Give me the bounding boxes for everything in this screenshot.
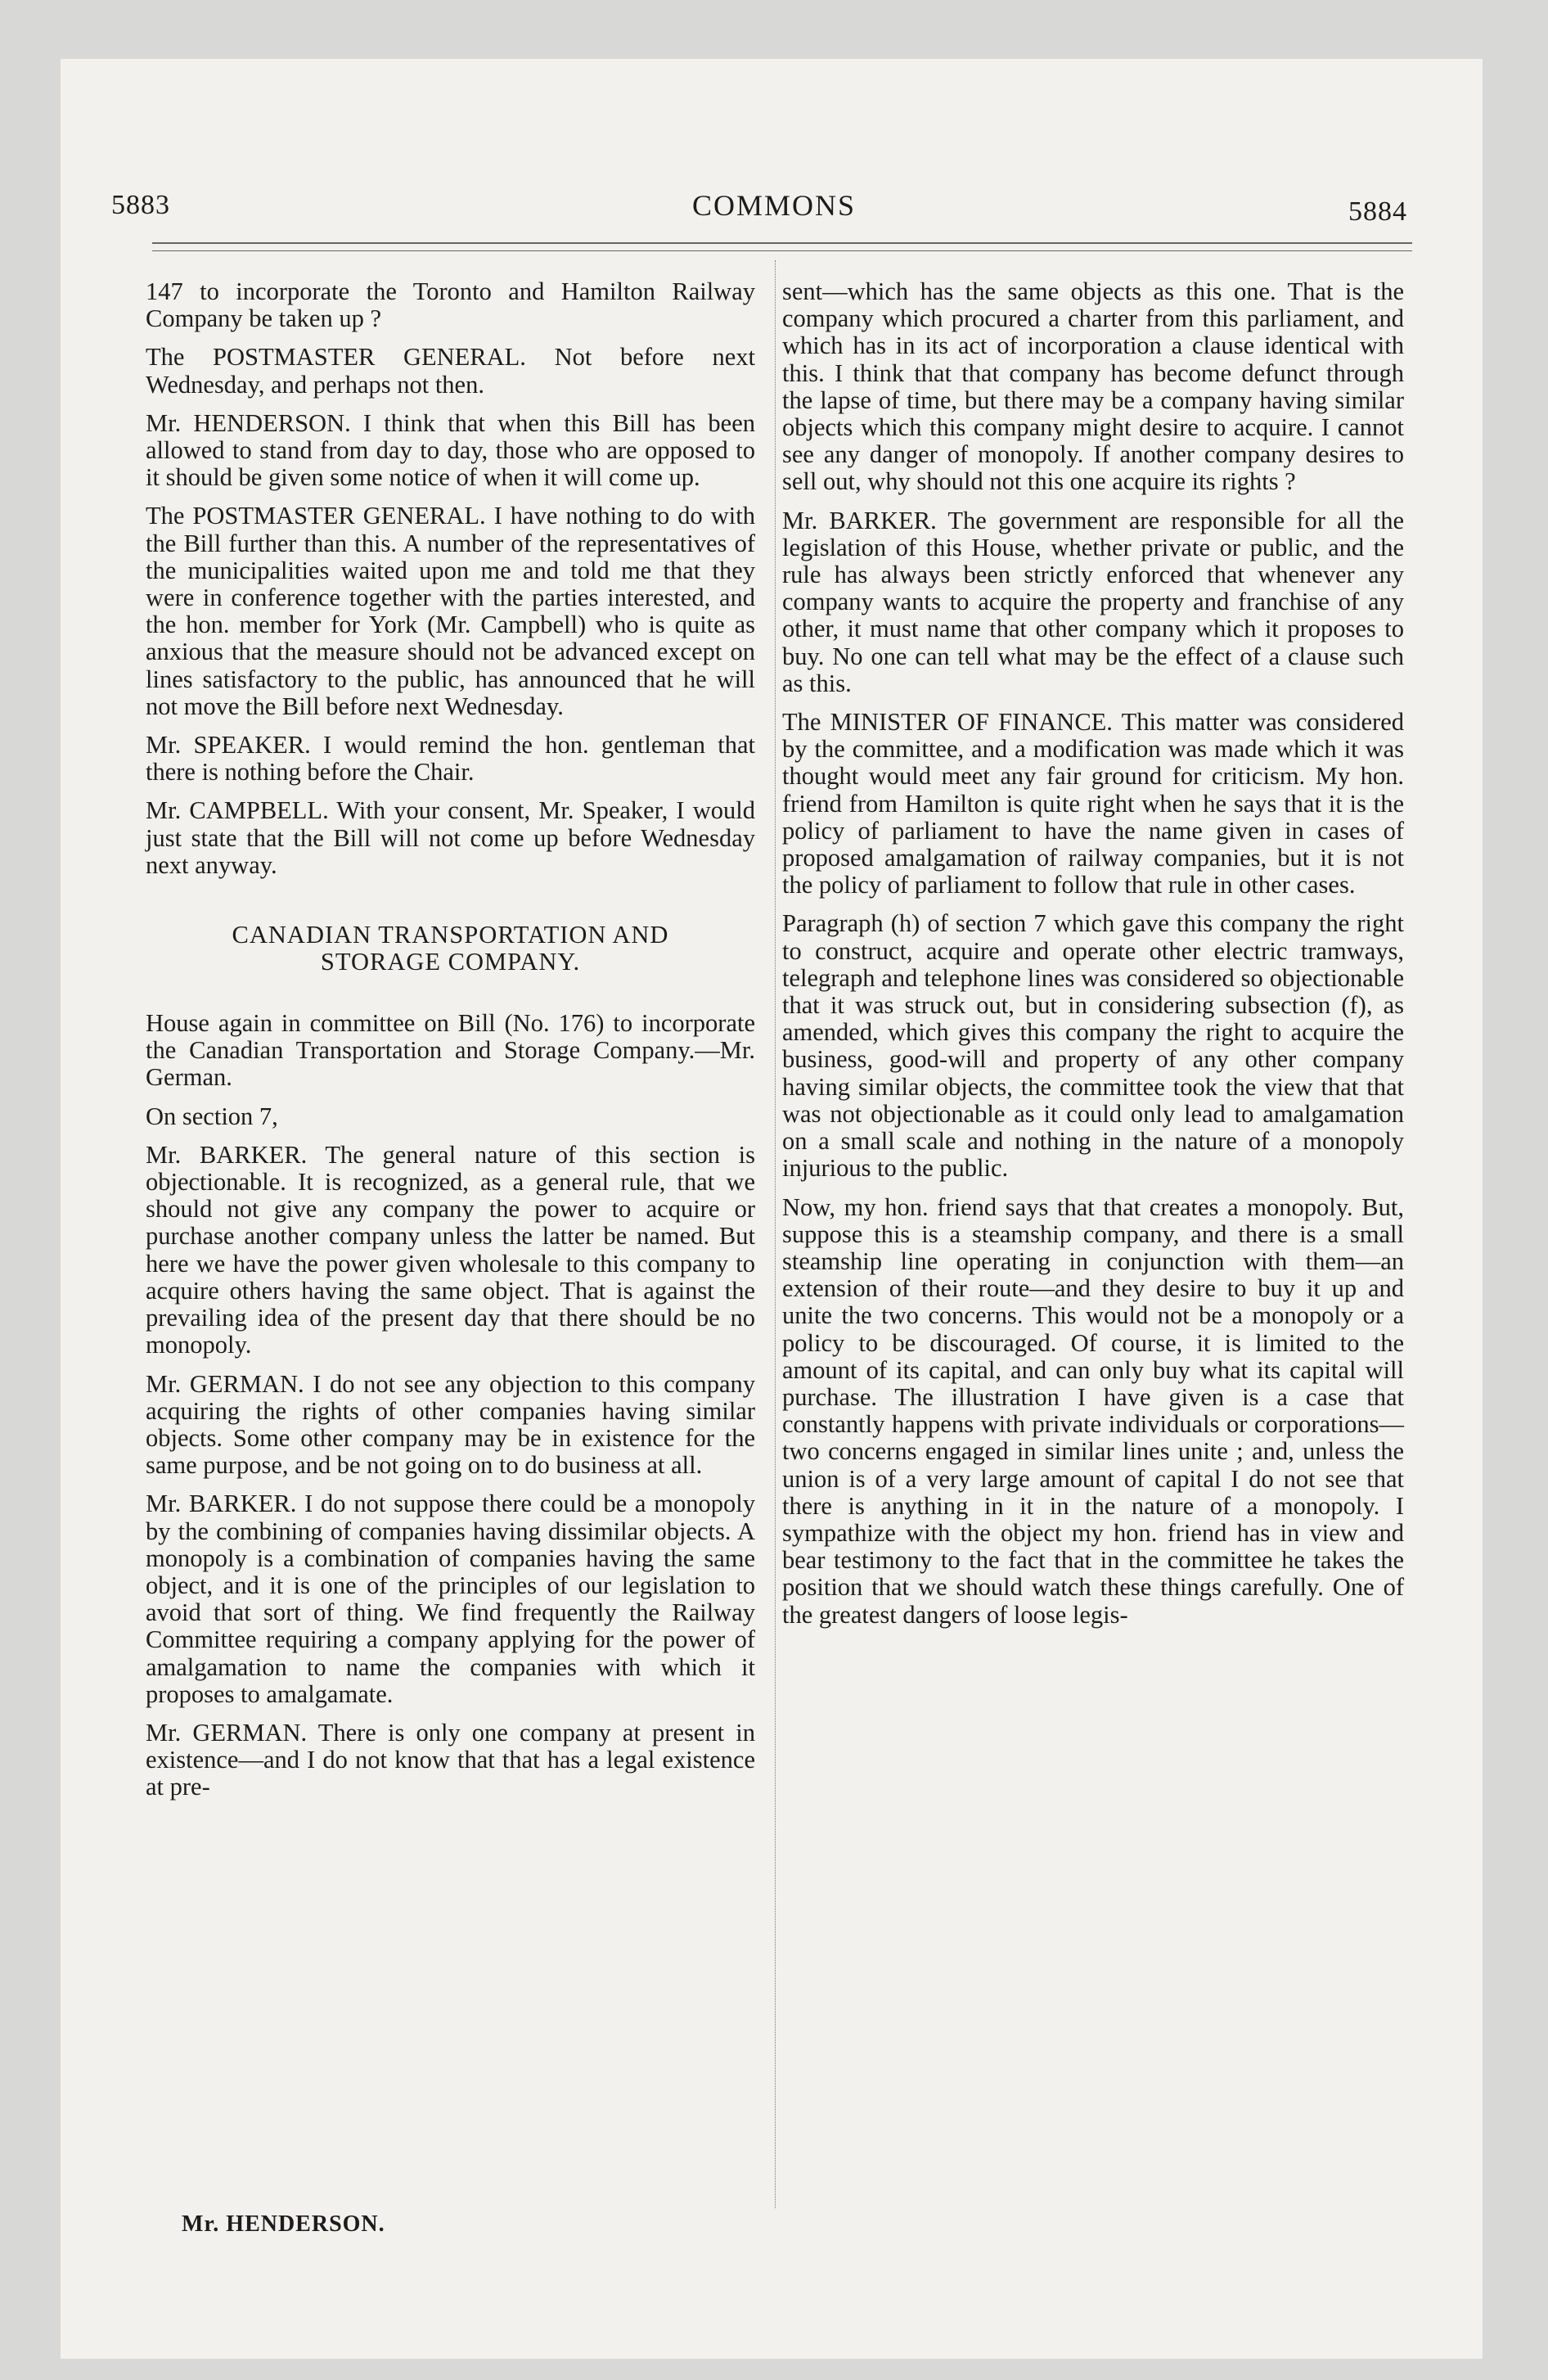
paragraph: On section 7, xyxy=(146,1102,278,1130)
paragraph: Mr. SPEAKER. I would remind the hon. gentleman that there is nothing before the Chair. xyxy=(146,731,755,787)
header-rule-thin xyxy=(152,250,1412,251)
section-heading-line-1: CANADIAN TRANSPORTATION AND xyxy=(232,921,669,949)
paragraph: Now, my hon. friend says that that creates a monopoly. But, suppose this is a steamship company, and there is a small steamship line operating in conjunction with them—an extension of their route—and they desire to buy it up and unite the two concerns. This would not be a monopoly or a policy to be discouraged. Of course, it is limited to the amount of its capital, and can only buy what its capital will purchase. The illustration I have given is a case that constantly happens with private individuals or corporations—two concerns engaged in similar lines unite ; and, unless the union is of a very large amount of capital I do not see that there is anything in it in the nature of a monopoly. I sympathize with the object my hon. friend has in view and bear testimony to the fact that in the committee he takes the position that we should watch these things carefully. One of the greatest dangers of loose legis- xyxy=(782,1192,1404,1629)
catchword-footer: Mr. HENDERSON. xyxy=(182,2211,385,2237)
page-number-right: 5884 xyxy=(1348,196,1407,227)
column-divider xyxy=(775,260,776,2208)
page-number-left: 5883 xyxy=(111,190,170,220)
section-heading xyxy=(146,922,755,976)
paragraph: Mr. HENDERSON. I think that when this Bill has been allowed to stand from day to day, those who are opposed to it should be given some notice of when it will come up. xyxy=(146,408,755,492)
header-rule-thick xyxy=(152,242,1412,244)
paragraph: House again in committee on Bill (No. 176) to incorporate the Canadian Transportation and Storage Company.—Mr. German. xyxy=(146,1009,755,1092)
paragraph: The POSTMASTER GENERAL. Not before next Wednesday, and perhaps not then. xyxy=(146,343,755,399)
paragraph: Mr. CAMPBELL. With your consent, Mr. Speaker, I would just state that the Bill will not come up before Wednesday next anyway. xyxy=(146,796,755,879)
paragraph: Paragraph (h) of section 7 which gave this company the right to construct, acquire and operate other electric tramways, telegraph and telephone lines was considered so objectionable that it was struck out, but in considering subsection (f), as amended, which gives this company the right to acquire the business, good-will and property of any other company having similar objects, the committee took the view that that was not objectionable as it could only lead to amalgamation on a small scale and nothing in the nature of a monopoly injurious to the public. xyxy=(782,909,1404,1183)
section-heading-line-2: STORAGE COMPANY. xyxy=(320,948,581,976)
paragraph: Mr. BARKER. The government are responsible for all the legislation of this House, whether private or public, and the rule has always been strictly enforced that whenever any company wants to acquire the property and franchise of any other, it must name that other company which it proposes to buy. No one can tell what may be the effect of a clause such as this. xyxy=(782,506,1404,697)
page-title: COMMONS xyxy=(691,189,857,222)
paragraph: 147 to incorporate the Toronto and Hamilton Railway Company be taken up ? xyxy=(146,277,755,333)
paragraph: Mr. GERMAN. There is only one company at present in existence—and I do not know that that has a legal existence at pre- xyxy=(146,1718,755,1801)
right-column xyxy=(782,278,1404,1640)
paragraph: sent—which has the same objects as this one. That is the company which procured a charter from this parliament, and which has in its act of incorporation a clause identical with this. I think that that company has become defunct through the lapse of time, but there may be a company having similar objects which this company might desire to acquire. I cannot see any danger of monopoly. If another company desires to sell out, why should not this one acquire its rights ? xyxy=(782,277,1404,496)
paragraph: The MINISTER OF FINANCE. This matter was considered by the committee, and a modification was made which it was thought would meet any fair ground for criticism. My hon. friend from Hamilton is quite right when he says that it is the policy of parliament to have the name given in cases of proposed amalgamation of railway companies, but it is not the policy of parliament to follow that rule in other cases. xyxy=(782,708,1404,899)
paragraph: Mr. GERMAN. I do not see any objection to this company acquiring the rights of other companies having similar objects. Some other company may be in existence for the same purpose, and be not going on to do business at all. xyxy=(146,1369,755,1480)
left-column xyxy=(146,278,755,1813)
paragraph: The POSTMASTER GENERAL. I have nothing to do with the Bill further than this. A number of the representatives of the municipalities waited upon me and told me that they were in conference together with the parties interested, and the hon. member for York (Mr. Campbell) who is quite as anxious that the measure should not be advanced except on lines satisfactory to the public, has announced that he will not move the Bill before next Wednesday. xyxy=(146,502,755,720)
paragraph: Mr. BARKER. The general nature of this section is objectionable. It is recognized, as a general rule, that we should not give any company the power to acquire or purchase another company unless the latter be named. But here we have the power given wholesale to this company to acquire others having the same object. That is against the prevailing idea of the present day that there should be no monopoly. xyxy=(146,1140,755,1359)
paragraph: Mr. BARKER. I do not suppose there could be a monopoly by the combining of companies having dissimilar objects. A monopoly is a combination of companies having the same object, and it is one of the principles of our legislation to avoid that sort of thing. We find frequently the Railway Committee requiring a company applying for the power of amalgamation to name the companies with which it proposes to amalgamate. xyxy=(146,1490,755,1708)
